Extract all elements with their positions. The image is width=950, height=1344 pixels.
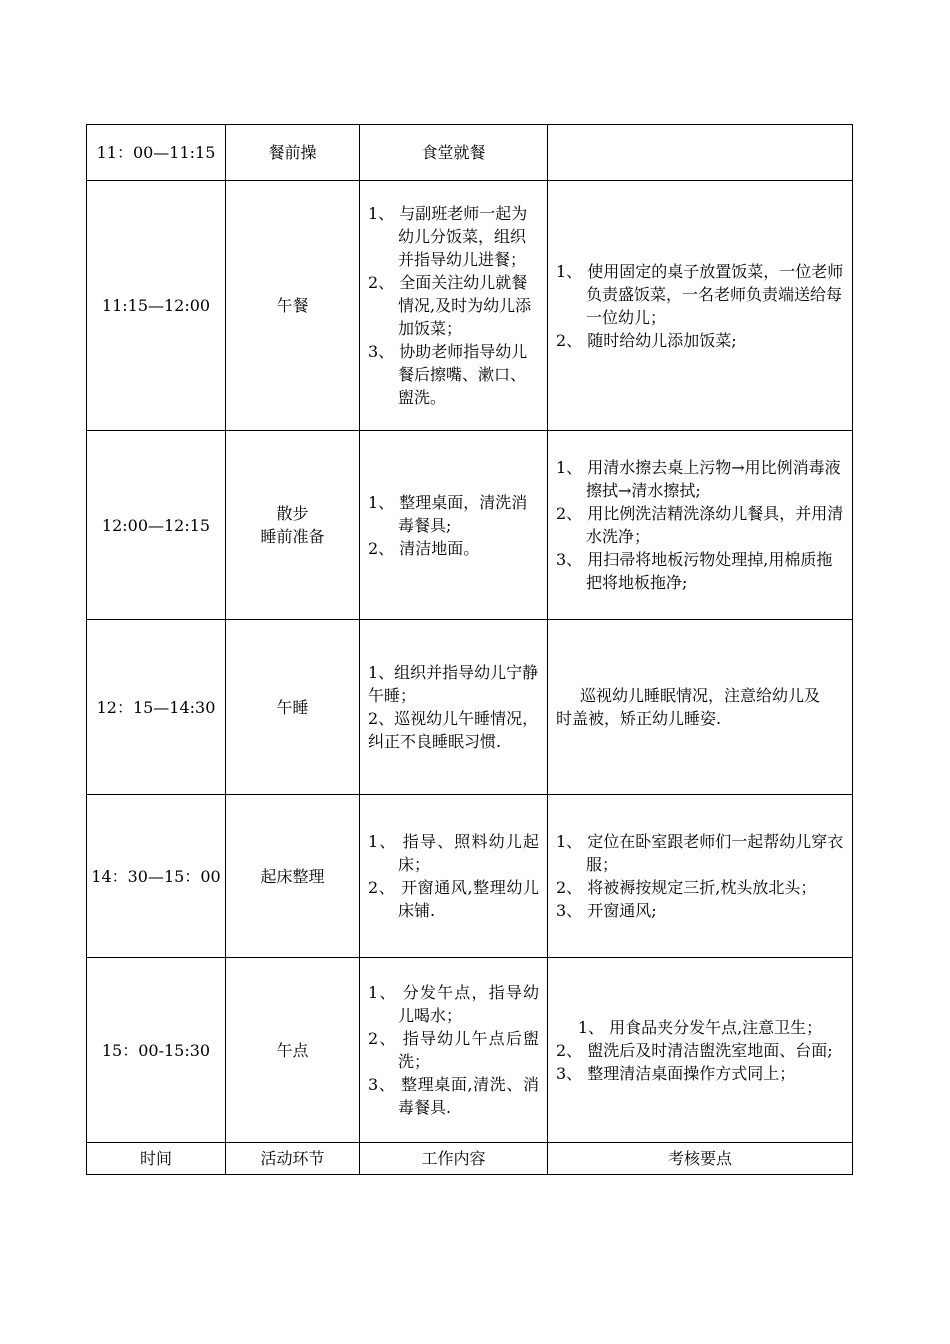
work-cell xyxy=(360,795,548,958)
list-item: 2、 用比例洗洁精洗涤幼儿餐具，并用清水洗净； xyxy=(556,504,844,546)
time-cell: 11:15—12:00 xyxy=(87,181,226,431)
list-item: 3、 整理桌面,清洗、消毒餐具. xyxy=(368,1075,539,1117)
points-paragraph: 巡视幼儿睡眠情况，注意给幼儿及 xyxy=(579,686,820,705)
column-header-activity: 活动环节 xyxy=(226,1143,360,1175)
work-paragraph: 1、组织并指导幼儿宁静午睡； xyxy=(368,663,539,705)
work-cell xyxy=(360,958,548,1143)
points-cell xyxy=(548,620,853,795)
time-cell: 14：30—15：00 xyxy=(87,795,226,958)
list-item: 1、 分发午点，指导幼儿喝水； xyxy=(368,983,539,1025)
list-item: 1、 与副班老师一起为幼儿分饭菜，组织并指导幼儿进餐； xyxy=(368,204,528,269)
points-paragraph: 时盖被，矫正幼儿睡姿. xyxy=(556,709,722,728)
activity-line: 睡前准备 xyxy=(260,527,325,546)
activity-cell: 午睡 xyxy=(226,620,360,795)
activity-line: 散步 xyxy=(276,504,309,523)
points-cell xyxy=(548,181,853,431)
list-item: 2、 随时给幼儿添加饭菜; xyxy=(556,330,737,350)
list-item: 1、 用食品夹分发午点,注意卫生； xyxy=(577,1017,823,1037)
list-item: 3、 开窗通风; xyxy=(556,901,657,920)
list-item: 2、 指导幼儿午点后盥洗； xyxy=(368,1029,539,1071)
column-header-points: 考核要点 xyxy=(548,1143,853,1175)
table-row xyxy=(87,795,853,958)
work-cell xyxy=(360,620,548,795)
table-row xyxy=(87,125,853,181)
list-item: 2、 清洁地面。 xyxy=(368,538,480,558)
points-cell xyxy=(548,431,853,620)
time-cell: 12:00—12:15 xyxy=(87,431,226,620)
footer-header-row xyxy=(87,1143,853,1175)
list-item: 2、 将被褥按规定三折,枕头放北头； xyxy=(556,878,817,897)
list-item: 3、 整理清洁桌面操作方式同上； xyxy=(556,1063,796,1083)
list-item: 1、 指导、照料幼儿起床； xyxy=(368,832,539,874)
time-cell: 12：15—14:30 xyxy=(87,620,226,795)
table-row xyxy=(87,181,853,431)
list-item: 3、 协助老师指导幼儿餐后擦嘴、漱口、盥洗。 xyxy=(368,342,528,407)
work-paragraph: 2、巡视幼儿午睡情况，纠正不良睡眠习惯. xyxy=(368,709,539,751)
activity-cell: 起床整理 xyxy=(226,795,360,958)
work-cell xyxy=(360,181,548,431)
list-item: 1、 使用固定的桌子放置饭菜，一位老师负责盛饭菜，一名老师负责端送给每一位幼儿； xyxy=(556,261,844,327)
table-row xyxy=(87,431,853,620)
points-cell xyxy=(548,795,853,958)
list-item: 2、 开窗通风,整理幼儿床铺. xyxy=(368,878,539,920)
list-item: 1、 整理桌面，清洗消毒餐具; xyxy=(368,492,528,535)
table-row xyxy=(87,958,853,1143)
list-item: 1、 用清水擦去桌上污物→用比例消毒液擦拭→清水擦拭; xyxy=(556,458,841,500)
table-row xyxy=(87,620,853,795)
column-header-work: 工作内容 xyxy=(360,1143,548,1175)
points-cell xyxy=(548,958,853,1143)
time-cell: 15：00-15:30 xyxy=(87,958,226,1143)
time-cell: 11：00—11:15 xyxy=(87,125,226,181)
column-header-time: 时间 xyxy=(87,1143,226,1175)
schedule-table xyxy=(86,124,853,1175)
points-cell xyxy=(548,125,853,181)
activity-cell xyxy=(226,431,360,620)
activity-cell: 午餐 xyxy=(226,181,360,431)
work-cell xyxy=(360,431,548,620)
work-cell: 食堂就餐 xyxy=(360,125,548,181)
list-item: 2、 盥洗后及时清洁盥洗室地面、台面; xyxy=(556,1040,833,1060)
activity-cell: 午点 xyxy=(226,958,360,1143)
activity-cell: 餐前操 xyxy=(226,125,360,181)
list-item: 3、 用扫帚将地板污物处理掉,用棉质拖把将地板拖净; xyxy=(556,550,833,592)
list-item: 2、 全面关注幼儿就餐情况,及时为幼儿添加饭菜； xyxy=(368,273,532,338)
list-item: 1、 定位在卧室跟老师们一起帮幼儿穿衣服； xyxy=(556,832,844,874)
